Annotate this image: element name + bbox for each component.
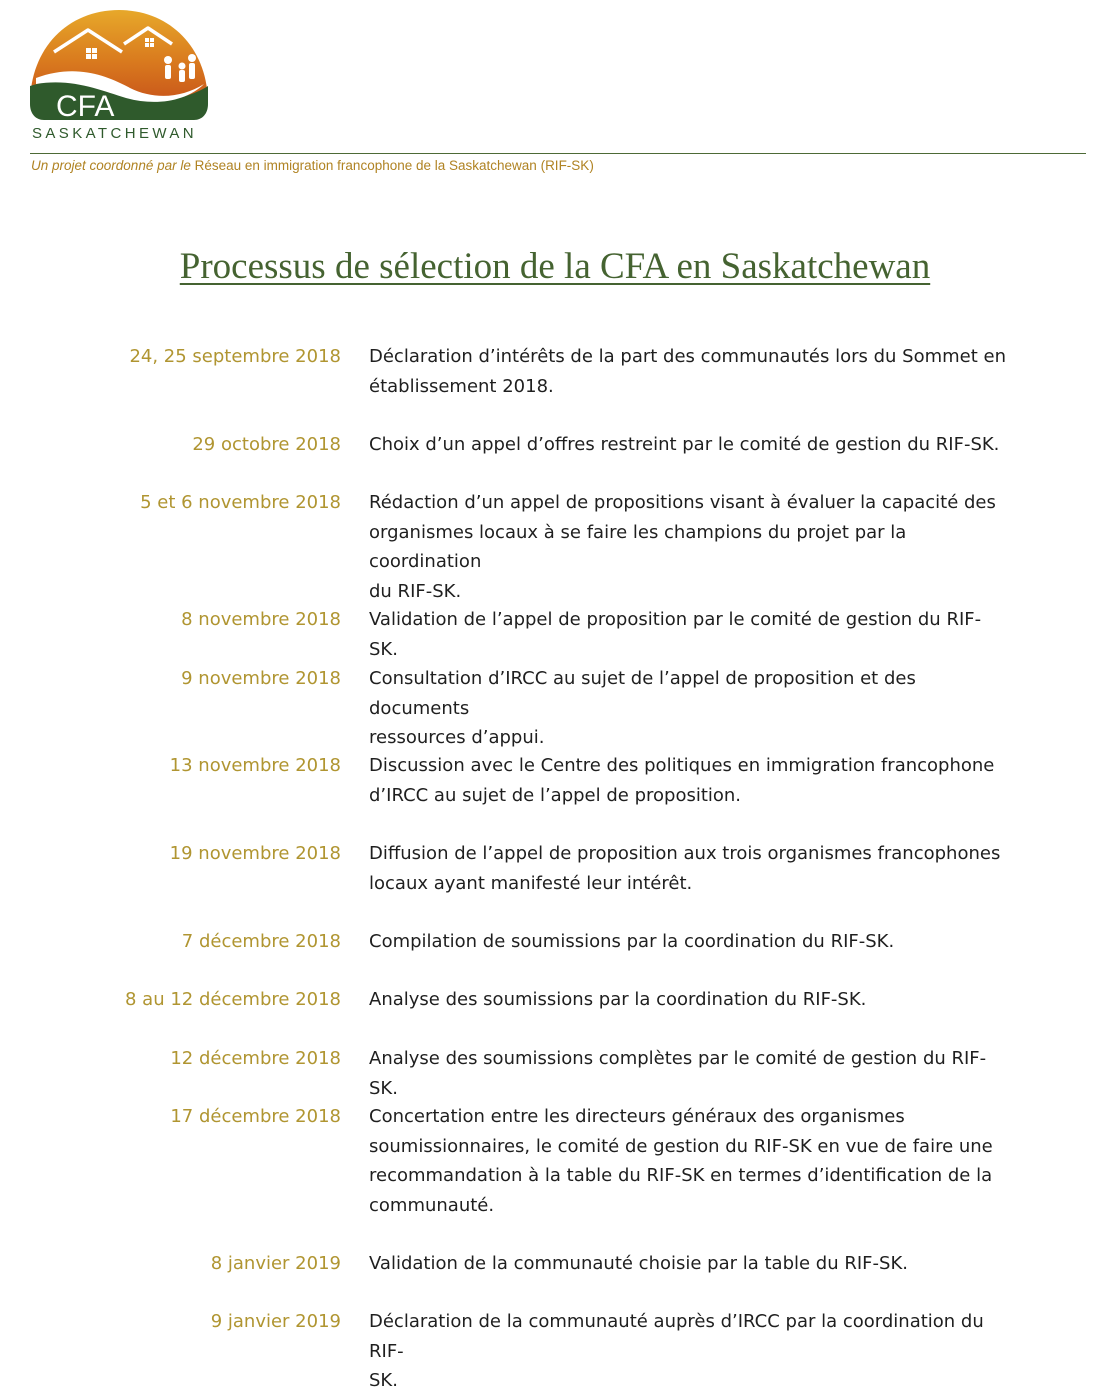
timeline-description: Choix d’un appel d’offres restreint par le comité de gestion du RIF-SK. xyxy=(369,434,1000,455)
timeline-date: 29 octobre 2018 xyxy=(192,434,341,455)
timeline-description: Compilation de soumissions par la coordination du RIF-SK. xyxy=(369,931,895,952)
timeline-description: Diffusion de l’appel de proposition aux trois organismes francophones locaux ayant manifesté leur intérêt. xyxy=(369,843,1001,894)
timeline-date: 7 décembre 2018 xyxy=(181,931,341,952)
timeline-description: Déclaration de la communauté auprès d’IRCC par la coordination du RIF- SK. xyxy=(369,1311,984,1391)
timeline-date: 8 novembre 2018 xyxy=(181,609,341,630)
timeline-description: Concertation entre les directeurs généraux des organismes soumissionnaires, le comité de gestion du RIF-SK en vue de faire une recommandation à la table du RIF-SK en termes d’identification de la communauté. xyxy=(369,1106,993,1216)
tagline-italic: Un projet coordonné par le xyxy=(31,158,191,173)
timeline-description: Analyse des soumissions par la coordination du RIF-SK. xyxy=(369,989,867,1010)
timeline-description: Consultation d’IRCC au sujet de l’appel de proposition et des documents ressources d’appui. xyxy=(369,668,916,748)
timeline-date: 8 au 12 décembre 2018 xyxy=(125,989,341,1010)
timeline-description: Analyse des soumissions complètes par le comité de gestion du RIF-SK. xyxy=(369,1048,987,1099)
timeline-description: Déclaration d’intérêts de la part des communautés lors du Sommet en établissement 2018. xyxy=(369,346,1007,397)
logo-subtext: SASKATCHEWAN xyxy=(32,125,197,142)
timeline-date: 9 janvier 2019 xyxy=(210,1311,341,1332)
timeline-description: Validation de l’appel de proposition par le comité de gestion du RIF-SK. xyxy=(369,609,982,660)
timeline-date: 24, 25 septembre 2018 xyxy=(129,346,341,367)
page-title: Processus de sélection de la CFA en Saskatchewan xyxy=(179,246,931,287)
cfa-logo-letters: CFA xyxy=(56,90,115,123)
timeline-description: Rédaction d’un appel de propositions visant à évaluer la capacité des organismes locaux à se faire les champions du projet par la coordination du RIF-SK. xyxy=(369,492,996,602)
timeline-date: 8 janvier 2019 xyxy=(210,1253,341,1274)
header-tagline xyxy=(31,158,594,173)
timeline-description: Discussion avec le Centre des politiques en immigration francophone d’IRCC au sujet de l’appel de proposition. xyxy=(369,755,995,806)
cfa-logo xyxy=(26,8,212,148)
timeline-description: Validation de la communauté choisie par la table du RIF-SK. xyxy=(369,1253,908,1274)
tagline-organization: Réseau en immigration francophone de la Saskatchewan (RIF-SK) xyxy=(190,158,594,173)
cfa-logo-emblem xyxy=(26,8,212,126)
timeline-date: 9 novembre 2018 xyxy=(181,668,341,689)
header-divider xyxy=(30,153,1086,154)
timeline-date: 17 décembre 2018 xyxy=(170,1106,341,1127)
timeline-date: 12 décembre 2018 xyxy=(170,1048,341,1069)
timeline-date: 13 novembre 2018 xyxy=(169,755,341,776)
timeline-date: 5 et 6 novembre 2018 xyxy=(140,492,341,513)
timeline-date: 19 novembre 2018 xyxy=(169,843,341,864)
